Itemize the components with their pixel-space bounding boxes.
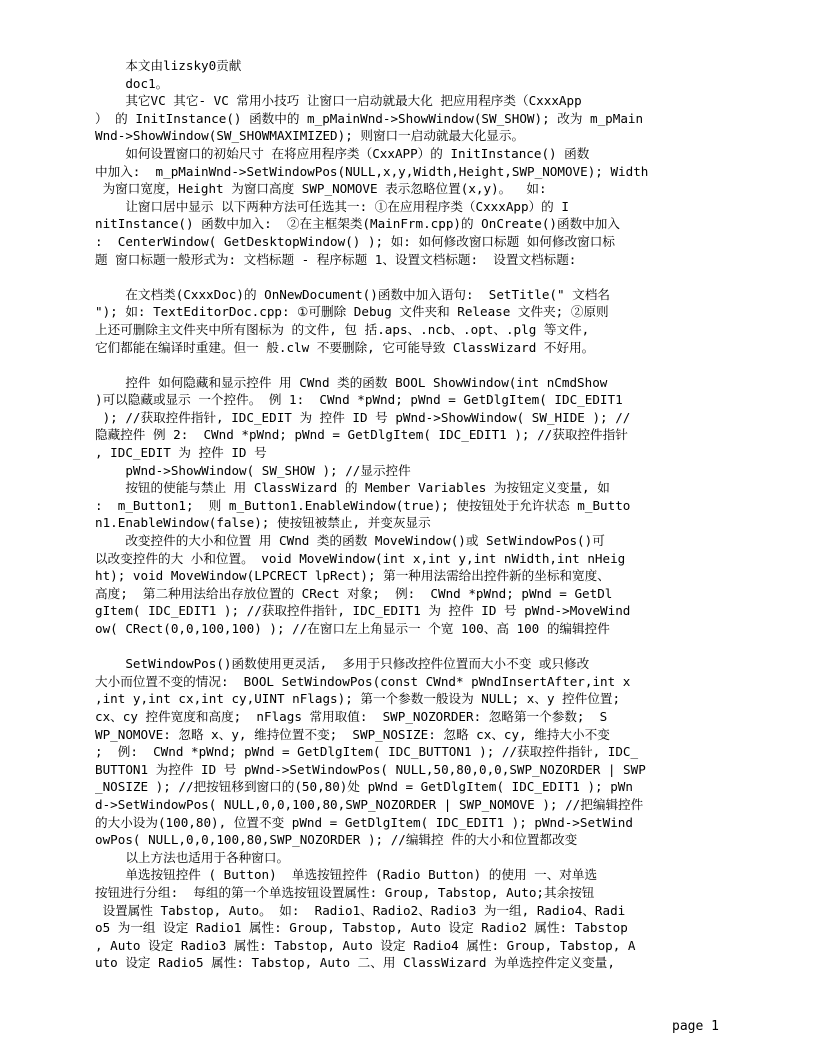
text-line: 隐藏控件 例 2: CWnd *pWnd; pWnd = GetDlgItem( IDC_EDIT1 ); //获取控件指针 (95, 427, 628, 443)
text-line: 的大小设为(100,80), 位置不变 pWnd = GetDlgItem( IDC_EDIT1 ); pWnd->SetWind (95, 814, 633, 830)
text-line: 其它VC 其它- VC 常用小技巧 让窗口一启动就最大化 把应用程序类（CxxxApp (95, 93, 582, 109)
text-line: ow( CRect(0,0,100,100) ); //在窗口左上角显示一 个宽 100、高 100 的编辑控件 (95, 621, 610, 636)
text-line: 改变控件的大小和位置 用 CWnd 类的函数 MoveWindow()或 SetWindowPos()可 (95, 533, 605, 549)
text-line: 以改变控件的大 小和位置。 void MoveWindow(int x,int y,int nWidth,int nHeig (95, 550, 626, 566)
text-line: 如何设置窗口的初始尺寸 在将应用程序类（CxxAPP）的 InitInstance() 函数 (95, 145, 590, 161)
text-line: 让窗口居中显示 以下两种方法可任选其一: ①在应用程序类（CxxxApp）的 I (95, 198, 569, 214)
text-line: Wnd->ShowWindow(SW_SHOWMAXIMIZED); 则窗口一启动就最大化显示。 (95, 128, 525, 144)
blank-line (95, 638, 695, 656)
text-line: 按钮的使能与禁止 用 ClassWizard 的 Member Variables 为按钮定义变量, 如 (95, 480, 610, 496)
text-line: _NOSIZE ); //把按钮移到窗口的(50,80)处 pWnd = GetDlgItem( IDC_EDIT1 ); pWn (95, 779, 633, 795)
text-line: 以上方法也适用于各种窗口。 (95, 849, 290, 865)
text-line: ; 例: CWnd *pWnd; pWnd = GetDlgItem( IDC_BUTTON1 ); //获取控件指针, IDC_ (95, 744, 639, 760)
text-line: d->SetWindowPos( NULL,0,0,100,80,SWP_NOZORDER | SWP_NOMOVE ); //把编辑控件 (95, 796, 644, 812)
blank-line (95, 356, 695, 374)
text-line: o5 为一组 设定 Radio1 属性: Group, Tabstop, Auto 设定 Radio2 属性: Tabstop (95, 920, 628, 936)
text-line: uto 设定 Radio5 属性: Tabstop, Auto 二、用 ClassWizard 为单选控件定义变量, (95, 955, 615, 971)
text-line: 设置属性 Tabstop, Auto。 如: Radio1、Radio2、Radio3 为一组, Radio4、Radi (95, 902, 626, 918)
text-line: gItem( IDC_EDIT1 ); //获取控件指针, IDC_EDIT1 为 控件 ID 号 pWnd->MoveWind (95, 603, 631, 619)
text-line: 高度; 第二种用法给出存放位置的 CRect 对象; 例: CWnd *pWnd; pWnd = GetDl (95, 585, 613, 601)
text-line: 在文档类(CxxxDoc)的 OnNewDocument()函数中加入语句: SetTitle(" 文档名 (95, 286, 610, 302)
blank-line (95, 268, 695, 286)
text-line: doc1。 (95, 75, 169, 91)
text-line: pWnd->ShowWindow( SW_SHOW ); //显示控件 (95, 462, 411, 478)
text-line: , Auto 设定 Radio3 属性: Tabstop, Auto 设定 Radio4 属性: Group, Tabstop, A (95, 937, 636, 953)
text-line: 单选按钮控件 ( Button) 单选按钮控件 (Radio Button) 的使用 一、对单选 (95, 867, 598, 883)
text-line: : CenterWindow( GetDesktopWindow() ); 如: 如何修改窗口标题 如何修改窗口标 (95, 233, 615, 249)
text-line: 按钮进行分组: 每组的第一个单选按钮设置属性: Group, Tabstop, Auto;其余按钮 (95, 884, 595, 900)
text-line: n1.EnableWindow(false); 使按钮被禁止, 并变灰显示 (95, 515, 431, 531)
text-line: cx、cy 控件宽度和高度; nFlags 常用取值: SWP_NOZORDER: 忽略第一个参数; S (95, 708, 608, 724)
text-line: 大小而位置不变的情况: BOOL SetWindowPos(const CWnd* pWndInsertAfter,int x (95, 673, 631, 689)
text-line: 它们都能在编译时重建。但一 般.clw 不要删除, 它可能导致 ClassWizard 不好用。 (95, 339, 595, 355)
text-line: 题 窗口标题一般形式为: 文档标题 - 程序标题 1、设置文档标题: 设置文档标题: (95, 251, 577, 267)
text-line: 中加入: m_pMainWnd->SetWindowPos(NULL,x,y,Width,Height,SWP_NOMOVE); Width (95, 163, 649, 179)
text-line: BUTTON1 为控件 ID 号 pWnd->SetWindowPos( NULL,50,80,0,0,SWP_NOZORDER | SWP (95, 761, 646, 777)
text-line: , IDC_EDIT 为 控件 ID 号 (95, 445, 267, 461)
text-line: 本文由lizsky0贡献 (95, 58, 242, 73)
text-line: 为窗口宽度，Height 为窗口高度 SWP_NOMOVE 表示忽略位置(x,y)。 如: (95, 181, 547, 197)
text-line: 控件 如何隐藏和显示控件 用 CWnd 类的函数 BOOL ShowWindow(int nCmdShow (95, 374, 608, 390)
text-line: WP_NOMOVE: 忽略 x、y, 维持位置不变; SWP_NOSIZE: 忽略 cx、cy, 维持大小不变 (95, 726, 610, 742)
text-line: nitInstance() 函数中加入: ②在主框架类(MainFrm.cpp)的 OnCreate()函数中加入 (95, 216, 620, 232)
document-body (95, 57, 695, 972)
text-line: 上还可删除主文件夹中所有图标为 的文件, 包 括.aps、.ncb、.opt、.plg 等文件, (95, 321, 590, 337)
text-line: ,int y,int cx,int cy,UINT nFlags); 第一个参数一般设为 NULL; x、y 控件位置; (95, 691, 621, 707)
text-line: ); //获取控件指针, IDC_EDIT 为 控件 ID 号 pWnd->ShowWindow( SW_HIDE ); // (95, 409, 631, 425)
text-line: ） 的 InitInstance() 函数中的 m_pMainWnd->ShowWindow(SW_SHOW); 改为 m_pMain (95, 110, 644, 126)
text-line: SetWindowPos()函数使用更灵活, 多用于只修改控件位置而大小不变 或只修改 (95, 656, 590, 672)
page-number: page 1 (672, 1019, 719, 1034)
text-line: ht); void MoveWindow(LPCRECT lpRect); 第一种用法需给出控件新的坐标和宽度、 (95, 568, 610, 584)
text-line: : m_Button1; 则 m_Button1.EnableWindow(true); 使按钮处于允许状态 m_Butto (95, 497, 631, 513)
text-line: "); 如: TextEditorDoc.cpp: ①可删除 Debug 文件夹和 Release 文件夹; ②原则 (95, 304, 609, 320)
text-line: owPos( NULL,0,0,100,80,SWP_NOZORDER ); //编辑控 件的大小和位置都改变 (95, 832, 578, 848)
text-line: )可以隐藏或显示 一个控件。 例 1: CWnd *pWnd; pWnd = GetDlgItem( IDC_EDIT1 (95, 392, 623, 408)
